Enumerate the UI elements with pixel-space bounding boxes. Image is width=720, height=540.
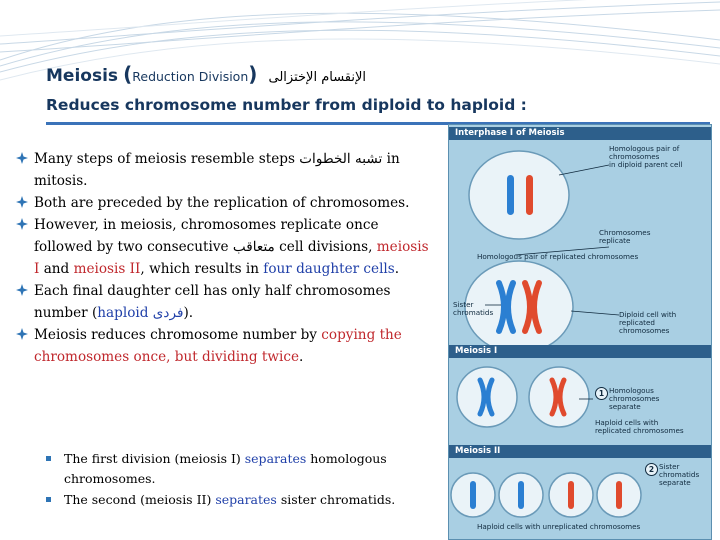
bullet-text: Meiosis reduces chromosome number by <box>34 327 322 343</box>
label-chromosomes-replicate: Chromosomes replicate <box>599 228 651 245</box>
label-diploid-replicated: Diploid cell with replicated chromosomes <box>619 310 677 335</box>
bullet-item <box>14 148 434 192</box>
title-paren-close: ) <box>248 62 258 86</box>
bullet-text: and <box>39 261 74 277</box>
label-homologous-pair: Homologous pair of chromosomes in diploid parent cell <box>609 144 683 169</box>
step-1-badge: 1 <box>595 387 608 400</box>
bullet-text: Many steps of meiosis resemble steps تشبه الخطوات in mitosis. <box>34 151 400 189</box>
diamond-bullet-icon <box>16 218 28 230</box>
bullet-text: Both are preceded by the replication of chromosomes. <box>34 195 410 211</box>
title-main: Meiosis <box>46 66 119 86</box>
square-bullet-icon <box>46 456 51 461</box>
chromatid-blue <box>518 481 524 509</box>
diamond-bullet-icon <box>16 328 28 340</box>
diamond-bullet-icon <box>16 152 28 164</box>
highlight-separates: separates <box>244 451 307 466</box>
label-homologues-separate: Homologous chromosomes separate <box>609 386 660 411</box>
sub-bullet-text: homologous chromosomes. <box>64 451 387 486</box>
label-sister-separate: Sister chromatids separate <box>659 462 700 487</box>
slide-subtitle: Reduces chromosome number from diploid to haploid : <box>46 96 527 114</box>
meiosis-2-bar: Meiosis II <box>449 445 711 458</box>
title-paren-open: ( <box>123 62 133 86</box>
bullet-item <box>14 192 434 214</box>
highlight-separates: separates <box>215 492 277 507</box>
bullet-text: However, in meiosis, chromosomes replicate once followed by two consecutive متعاقب cell divisions, <box>34 217 379 255</box>
sub-bullet-text: sister chromatids. <box>276 492 396 507</box>
bullet-text: . <box>299 349 304 365</box>
chromosome-red <box>526 175 533 215</box>
sub-bullet-item <box>44 490 424 510</box>
step-2-badge: 2 <box>645 463 658 476</box>
highlight-meiosis-2: meiosis II <box>73 261 141 277</box>
title-arabic: الإنقسام الإختزالى <box>268 70 367 85</box>
sub-bullet-text: The first division (meiosis I) <box>64 451 245 466</box>
bullet-item <box>14 280 434 324</box>
diamond-bullet-icon <box>16 284 28 296</box>
square-bullet-icon <box>46 497 51 502</box>
highlight-meiosis-1: meiosis I <box>34 239 429 277</box>
bullet-item <box>14 214 434 280</box>
chromatid-blue <box>470 481 476 509</box>
diamond-bullet-icon <box>16 196 28 208</box>
label-haploid-replicated: Haploid cells with replicated chromosomes <box>595 418 684 435</box>
bullet-list <box>14 148 434 368</box>
label-sister-chromatids: Sister chromatids <box>453 300 494 317</box>
title-subtitle-inline: Reduction Division <box>132 69 249 84</box>
sub-bullet-list <box>44 449 424 511</box>
bullet-text: Each final daughter cell has only half chromosomes number ( <box>34 283 391 321</box>
bullet-text: , which results in <box>140 261 264 277</box>
label-haploid-unreplicated: Haploid cells with unreplicated chromosomes <box>477 522 641 531</box>
slide-title <box>46 62 366 86</box>
bullet-item <box>14 324 434 368</box>
diploid-parent-cell <box>469 151 569 239</box>
highlight-four-daughter-cells: four daughter cells <box>263 261 395 277</box>
chromatid-red <box>616 481 622 509</box>
chromosome-blue <box>507 175 514 215</box>
bullet-text: ). <box>183 305 194 321</box>
highlight-copy-once-divide-twice: copying the chromosomes once, but dividing twice <box>34 327 402 365</box>
chromatid-red <box>568 481 574 509</box>
label-homologous-replicated: Homologous pair of replicated chromosomes <box>477 252 639 261</box>
meiosis-1-bar: Meiosis I <box>449 345 711 358</box>
meiosis-diagram <box>448 124 712 540</box>
bullet-text: . <box>394 261 400 277</box>
sub-bullet-item <box>44 449 424 489</box>
interphase-bar: Interphase I of Meiosis <box>449 127 711 140</box>
highlight-haploid: haploid فردى <box>97 305 184 321</box>
sub-bullet-text: The second (meiosis II) <box>64 492 216 507</box>
